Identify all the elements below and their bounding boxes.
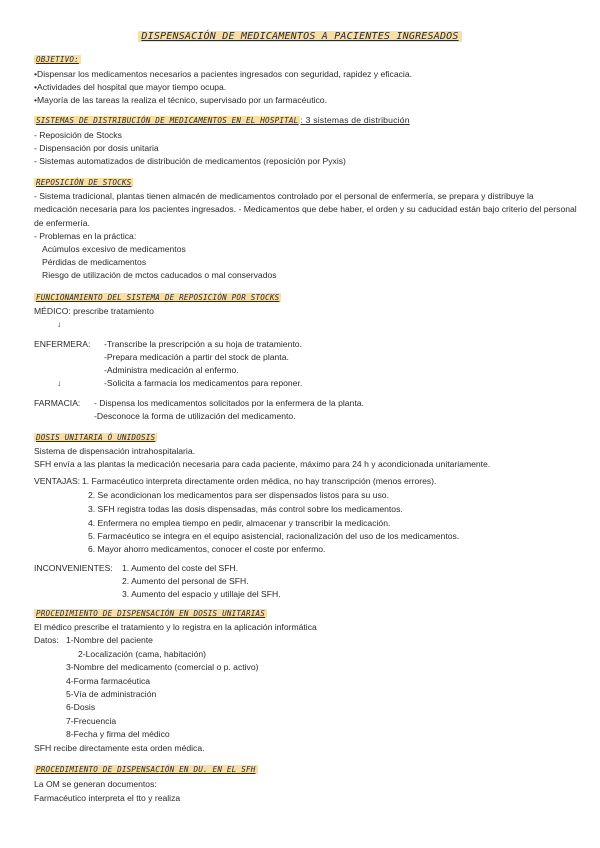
ventaja-item: 1. Farmacéutico interpreta directamente orden médica, no hay transcripción (menos errores). <box>82 476 437 486</box>
arrow-down: ↓ <box>57 378 62 388</box>
sistemas-item: - Dispensación por dosis unitaria <box>34 143 159 153</box>
farmacia-label: FARMACIA: <box>34 398 81 408</box>
farmacia-item: -Desconoce la forma de utilización del medicamento. <box>94 411 296 421</box>
problema-item: Riesgo de utilización de mctos caducados o mal conservados <box>42 270 277 280</box>
inconveniente-item: 1. Aumento del coste del SFH. <box>122 563 239 573</box>
dato-item: 4-Forma farmacéutica <box>66 676 151 686</box>
dosis-line: Sistema de dispensación intrahospitalaria. <box>34 446 195 456</box>
procedimiento-du-line: La OM se generan documentos: <box>34 779 157 789</box>
document-title: DISPENSACIÓN DE MEDICAMENTOS A PACIENTES INGRESADOS <box>0 30 600 43</box>
farmacia-item: - Dispensa los medicamentos solicitados por la enfermera de la planta. <box>94 398 364 408</box>
ventaja-item: 3. SFH registra todas las dosis dispensadas, más control sobre los medicamentos. <box>88 504 403 514</box>
section-heading-procedimiento: PROCEDIMIENTO DE DISPENSACIÓN EN DOSIS UNITARIAS <box>36 609 266 618</box>
arrow-down: ↓ <box>57 319 62 329</box>
enfermera-item: -Administra medicación al enfermo. <box>104 365 239 375</box>
dato-item: 7-Frecuencia <box>66 716 117 726</box>
inconveniente-item: 2. Aumento del personal de SFH. <box>122 576 249 586</box>
objetivo-line: •Mayoría de las tareas la realiza el técnico, supervisado por un farmacéutico. <box>34 95 327 105</box>
dato-item: 5-Vía de administración <box>66 689 157 699</box>
inconveniente-item: 3. Aumento del espacio y utillaje del SFH. <box>122 589 281 599</box>
problemas-title: - Problemas en la práctica: <box>34 231 137 241</box>
problema-item: Pérdidas de medicamentos <box>42 257 147 267</box>
section-heading-procedimiento-du: PROCEDIMIENTO DE DISPENSACIÓN EN DU. EN EL SFH <box>36 765 256 774</box>
procedimiento-du-line: Farmacéutico interpreta el tto y realiza <box>34 793 181 803</box>
ventajas-label: VENTAJAS: <box>34 476 81 486</box>
medico-line: MÉDICO: prescribe tratamiento <box>34 306 154 316</box>
sistemas-item: - Sistemas automatizados de distribución de medicamentos (reposición por Pyxis) <box>34 156 346 166</box>
section-heading-reposicion: REPOSICIÓN DE STOCKS <box>36 178 132 187</box>
problema-item: Acúmulos excesivo de medicamentos <box>42 244 186 254</box>
section-heading-objetivo: OBJETIVO: <box>36 55 79 64</box>
section-heading-funcionamiento: FUNCIONAMIENTO DEL SISTEMA DE REPOSICIÓN POR STOCKS <box>36 293 280 302</box>
dato-item: 1-Nombre del paciente <box>66 635 153 645</box>
enfermera-item: -Prepara medicación a partir del stock de planta. <box>104 352 289 362</box>
dato-item: 3-Nombre del medicamento (comercial o p. activo) <box>66 662 259 672</box>
reposicion-paragraph: - Sistema tradicional, plantas tienen almacén de medicamentos controlado por el personal de enfermería, se prepara y distribuye la medicación necesaria para los pacientes ingresados. - Medicamentos que debe haber, el orden y su caducidad están bajo criterio del personal de enfermería. <box>34 191 577 228</box>
datos-label: Datos: <box>34 635 59 645</box>
section-heading-dosis: DOSIS UNITARIA Ó UNIDOSIS <box>36 433 156 442</box>
sistemas-item: - Reposición de Stocks <box>34 130 122 140</box>
dato-item: 6-Dosis <box>66 702 96 712</box>
objetivo-line: •Dispensar los medicamentos necesarios a pacientes ingresados con seguridad, rapidez y eficacia. <box>34 69 412 79</box>
dosis-line: SFH envía a las plantas la medicación necesaria para cada paciente, máximo para 24 h y acondicionada unitariamente. <box>34 459 491 469</box>
section-heading-sistemas: SISTEMAS DE DISTRIBUCIÓN DE MEDICAMENTOS EN EL HOSPITAL : 3 sistemas de distribución <box>36 115 410 125</box>
objetivo-line: •Actividades del hospital que mayor tiempo ocupa. <box>34 82 227 92</box>
enfermera-item: -Transcribe la prescripción a su hoja de tratamiento. <box>104 339 302 349</box>
procedimiento-closing: SFH recibe directamente esta orden médica. <box>34 743 205 753</box>
ventaja-item: 4. Enfermera no emplea tiempo en pedir, almacenar y transcribir la medicación. <box>88 518 391 528</box>
ventaja-item: 5. Farmacéutico se integra en el equipo asistencial, racionalización del uso de los medicamentos. <box>88 531 460 541</box>
ventaja-item: 2. Se acondicionan los medicamentos para ser dispensados listos para su uso. <box>88 490 389 500</box>
dato-item: 8-Fecha y firma del médico <box>66 729 170 739</box>
dato-item: 2-Localización (cama, habitación) <box>78 649 207 659</box>
enfermera-item: -Solicita a farmacia los medicamentos para reponer. <box>104 378 303 388</box>
enfermera-label: ENFERMERA: <box>34 339 91 349</box>
ventaja-item: 6. Mayor ahorro medicamentos, conocer el coste por enfermo. <box>88 544 326 554</box>
inconvenientes-label: INCONVENIENTES: <box>34 563 113 573</box>
procedimiento-intro: El médico prescribe el tratamiento y lo registra en la aplicación informática <box>34 622 317 632</box>
